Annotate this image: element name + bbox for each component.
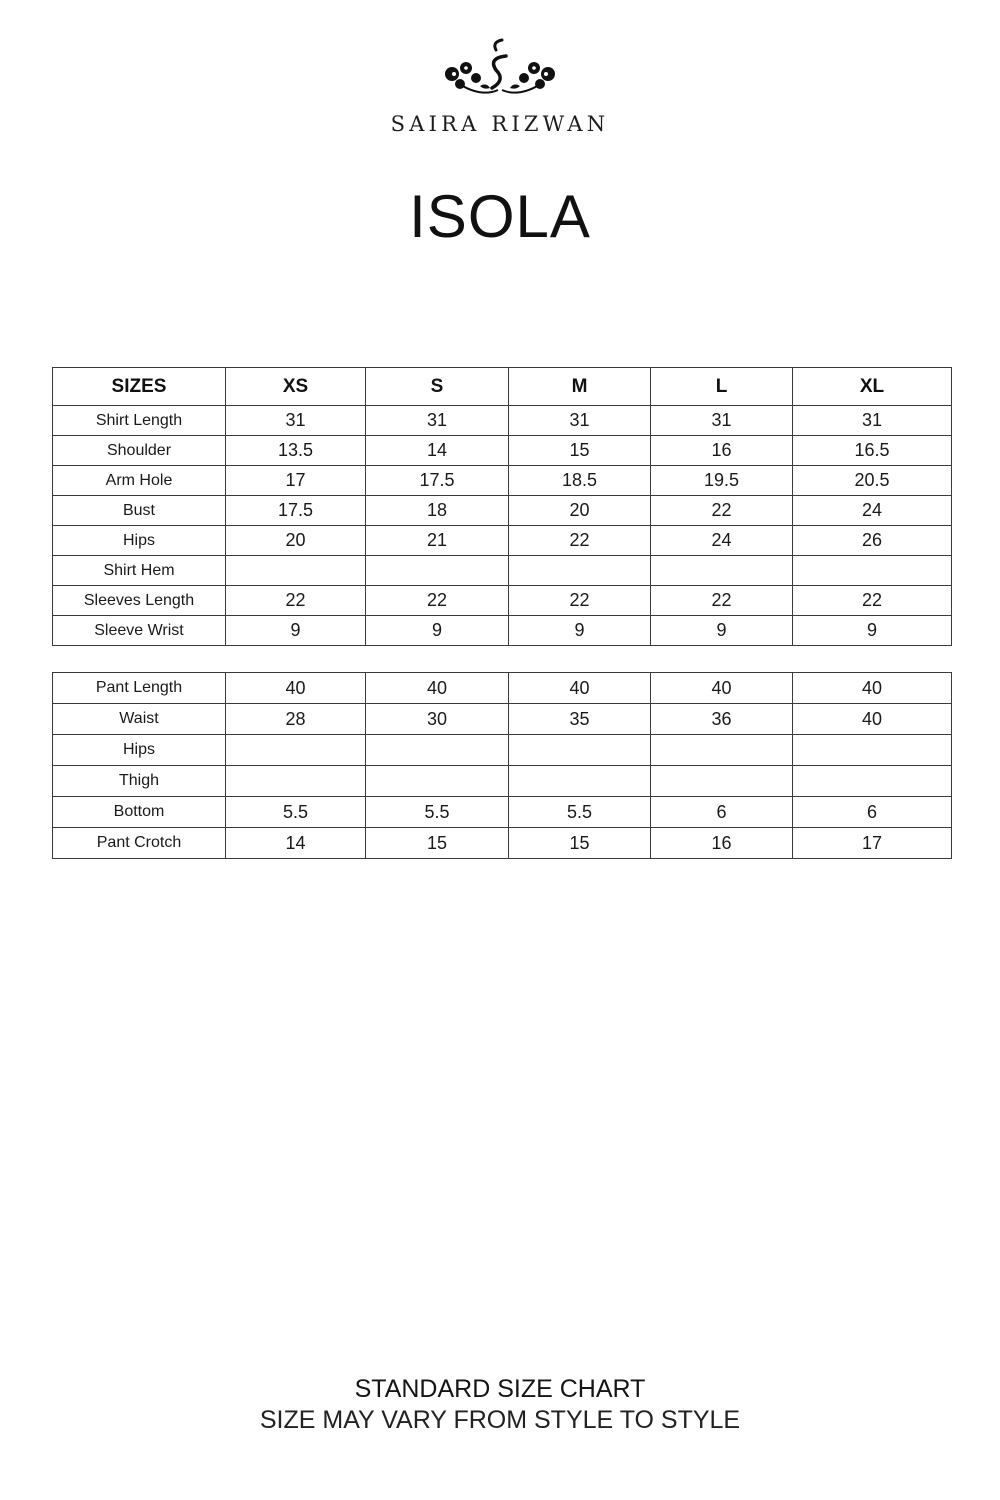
measurement-label: Arm Hole (53, 466, 226, 496)
measurement-value: 19.5 (651, 466, 793, 496)
measurement-value: 5.5 (226, 797, 366, 828)
measurement-value: 20.5 (793, 466, 952, 496)
size-header-s: S (366, 368, 509, 406)
measurement-value: 40 (793, 673, 952, 704)
measurement-label: Waist (53, 704, 226, 735)
measurement-value (509, 766, 651, 797)
table-row (53, 673, 952, 704)
table-row (53, 496, 952, 526)
footer-title: STANDARD SIZE CHART (354, 1375, 646, 1403)
measurement-value: 9 (226, 616, 366, 646)
measurement-value (651, 766, 793, 797)
measurement-value: 26 (793, 526, 952, 556)
size-header-l: L (651, 368, 793, 406)
table-row (53, 797, 952, 828)
table-row (53, 436, 952, 466)
table-row (53, 704, 952, 735)
measurement-value: 18 (366, 496, 509, 526)
measurement-value: 40 (509, 673, 651, 704)
measurement-value: 24 (793, 496, 952, 526)
measurement-label: Shoulder (53, 436, 226, 466)
measurement-value: 36 (651, 704, 793, 735)
table-row (53, 556, 952, 586)
measurement-value (509, 735, 651, 766)
measurement-value (226, 556, 366, 586)
measurement-value: 21 (366, 526, 509, 556)
footer-disclaimer: SIZE MAY VARY FROM STYLE TO STYLE (259, 1406, 741, 1434)
measurement-value (509, 556, 651, 586)
measurement-value (226, 735, 366, 766)
measurement-value: 22 (509, 526, 651, 556)
measurement-value: 6 (651, 797, 793, 828)
measurement-label: Pant Crotch (53, 828, 226, 859)
measurement-value: 22 (509, 586, 651, 616)
measurement-value: 40 (793, 704, 952, 735)
measurement-value: 17 (226, 466, 366, 496)
floral-s-monogram-icon (0, 34, 1000, 100)
size-header-m: M (509, 368, 651, 406)
measurement-value: 31 (651, 406, 793, 436)
size-header-xl: XL (793, 368, 952, 406)
measurement-value: 9 (651, 616, 793, 646)
measurement-value: 18.5 (509, 466, 651, 496)
measurement-value (793, 735, 952, 766)
footer-note (0, 1374, 1000, 1436)
measurement-label: Hips (53, 526, 226, 556)
measurement-value: 9 (793, 616, 952, 646)
page-title: ISOLA (409, 183, 591, 250)
measurement-value: 40 (226, 673, 366, 704)
table-header-row (53, 368, 952, 406)
measurement-label: Bottom (53, 797, 226, 828)
measurement-value: 24 (651, 526, 793, 556)
measurement-value: 31 (226, 406, 366, 436)
measurement-value: 31 (366, 406, 509, 436)
measurement-value (793, 556, 952, 586)
table-row (53, 586, 952, 616)
measurement-value: 31 (793, 406, 952, 436)
measurement-value (366, 735, 509, 766)
measurement-value: 40 (651, 673, 793, 704)
table-row (53, 616, 952, 646)
table-row (53, 466, 952, 496)
measurement-value (366, 766, 509, 797)
measurement-label: Shirt Length (53, 406, 226, 436)
measurement-value: 40 (366, 673, 509, 704)
measurement-value: 22 (651, 586, 793, 616)
measurement-value: 16 (651, 828, 793, 859)
measurement-value: 5.5 (366, 797, 509, 828)
measurement-value: 20 (509, 496, 651, 526)
measurement-value: 30 (366, 704, 509, 735)
table-row (53, 406, 952, 436)
measurement-label: Sleeve Wrist (53, 616, 226, 646)
measurement-value: 31 (509, 406, 651, 436)
measurement-value: 15 (509, 436, 651, 466)
table-row (53, 828, 952, 859)
measurement-value: 15 (509, 828, 651, 859)
measurement-value: 5.5 (509, 797, 651, 828)
measurement-value (651, 735, 793, 766)
measurement-value: 14 (226, 828, 366, 859)
measurement-label: Sleeves Length (53, 586, 226, 616)
measurement-value (793, 766, 952, 797)
brand-name: SAIRA RIZWAN (390, 112, 610, 136)
measurement-label: Hips (53, 735, 226, 766)
measurement-label: Thigh (53, 766, 226, 797)
measurement-value: 13.5 (226, 436, 366, 466)
measurement-label: Pant Length (53, 673, 226, 704)
measurement-label: Shirt Hem (53, 556, 226, 586)
table-row (53, 735, 952, 766)
measurement-value: 22 (366, 586, 509, 616)
measurement-value: 6 (793, 797, 952, 828)
measurement-value: 15 (366, 828, 509, 859)
measurement-value (366, 556, 509, 586)
measurement-value: 28 (226, 704, 366, 735)
measurement-value: 9 (366, 616, 509, 646)
measurement-value: 14 (366, 436, 509, 466)
sizes-header: SIZES (53, 368, 226, 406)
measurement-value (651, 556, 793, 586)
measurement-value: 9 (509, 616, 651, 646)
size-header-xs: XS (226, 368, 366, 406)
measurement-value: 17.5 (366, 466, 509, 496)
measurement-value: 35 (509, 704, 651, 735)
measurement-value: 22 (226, 586, 366, 616)
shirt-size-table (52, 367, 952, 646)
table-row (53, 766, 952, 797)
measurement-value: 22 (793, 586, 952, 616)
table-row (53, 526, 952, 556)
measurement-value: 20 (226, 526, 366, 556)
measurement-value: 17.5 (226, 496, 366, 526)
measurement-value: 17 (793, 828, 952, 859)
measurement-value: 16 (651, 436, 793, 466)
measurement-value (226, 766, 366, 797)
pant-size-table (52, 672, 952, 859)
measurement-value: 22 (651, 496, 793, 526)
measurement-value: 16.5 (793, 436, 952, 466)
measurement-label: Bust (53, 496, 226, 526)
brand-logo (0, 34, 1000, 136)
